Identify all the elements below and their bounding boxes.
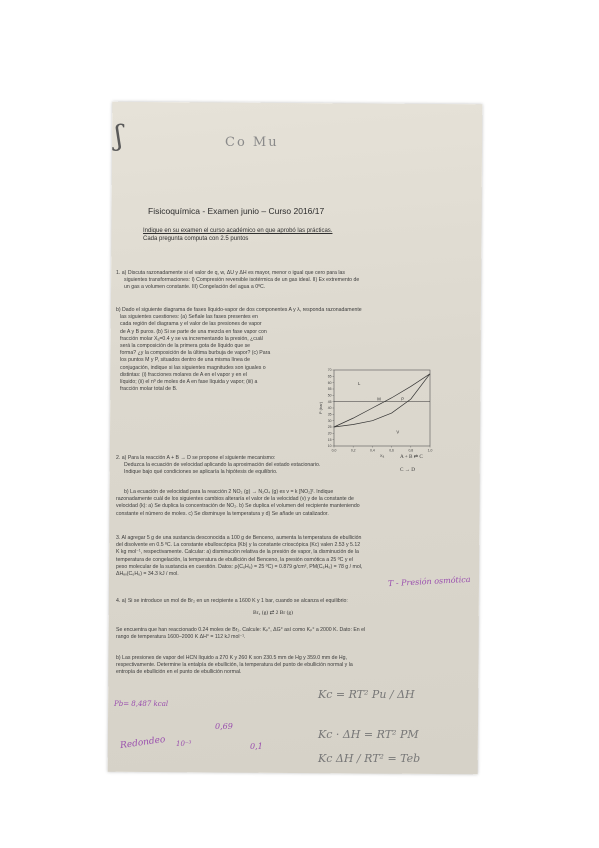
q4a-line: Se encuentra que han reaccionado 0.24 moles de Br₂. Calcule: Kₚ°, ΔG° así como Kₚ° a 2000 K. Dato: En el — [116, 627, 366, 633]
q1b-line: conjugación, indique si las siguientes magnitudes son iguales o — [120, 364, 266, 371]
question-3 — [116, 535, 362, 578]
q1b-line: distintas: (i) fracciones molares de A en el vapor y en el — [120, 371, 247, 378]
header-scribble: Co Mu — [225, 135, 279, 150]
y-tick-label: 25 — [327, 425, 332, 430]
q2b-line: razonadamente cuál de los siguientes cambios alteraría el valor de la velocidad (v) y de la constante de — [116, 496, 354, 503]
mechanism-step-2: C → D — [400, 467, 415, 474]
x-axis-label: Xₐ — [379, 453, 385, 458]
q1b-line: líquido; (ii) el nº de moles de A en fase líquida y vapor; (iii) a — [120, 379, 258, 386]
vapor-curve — [334, 374, 430, 427]
q4b-line: b) Las presiones de vapor del HCN líquido a 270 K y 260 K son 230.5 mm de Hg y 359.0 mm de Hg, — [116, 655, 347, 661]
y-tick-label: 70 — [327, 368, 332, 373]
q3-line: 3. Al agregar 5 g de una sustancia desconocida a 100 g de Benceno, aumenta la temperatura de ebullición — [116, 535, 362, 541]
phase-diagram — [318, 366, 436, 458]
q1b-line: fracción molar total de B. — [120, 386, 178, 393]
handwritten-formula-kc2: Kc · ΔH = RT² PM — [318, 728, 419, 741]
region-label: V — [396, 429, 400, 435]
question-1a — [116, 270, 359, 292]
handwritten-left-2: Redondeo — [119, 734, 167, 752]
y-tick-label: 30 — [327, 418, 332, 423]
instruction-1: Indique en su examen el curso académico en que aprobó las prácticas. — [143, 228, 333, 234]
mechanism — [400, 454, 423, 474]
q1b-line: los puntos M y P, situados dentro de una misma línea de — [120, 357, 250, 364]
q3-line: del disolvente en 0.5 ºC. La constante ebulloscópica (Kb) y la constante crioscópica (Kc) valen 2.53 y 5.12 — [116, 542, 361, 549]
mechanism-step-1: A + B ⇄ C — [400, 454, 423, 460]
q3-line: ΔHₑᵥ(C₆H₆) = 34.3 kJ / mol. — [116, 571, 179, 578]
q1a-line: siguientes transformaciones: I) Compresión reversible isotérmica de un gas ideal. II) Ex extremento de — [124, 277, 360, 284]
instruction-2: Cada pregunta computa con 2.5 puntos — [143, 236, 249, 242]
y-tick-label: 20 — [327, 431, 332, 436]
y-axis-label: P (bar) — [318, 401, 323, 415]
y-tick-label: 60 — [327, 380, 332, 385]
q3-line: K kg mol⁻¹, respectivamente. Calcular: a) disminución relativa de la presión de vapor, la disminución de la — [116, 549, 359, 556]
x-tick-label: 1,0 — [427, 448, 433, 453]
q3-line: peso molecular de la sustancia en cuestión. Datos: ρ(C₆H₆) = 25 ºC) = 0.879 g/cm³, PM(C₆H₆) = 78 g / mol, — [116, 563, 363, 570]
q1b-line: forma? ¿y la composición de la última burbuja de vapor? (c) Para — [120, 350, 271, 357]
region-label: M — [377, 396, 381, 402]
q1a-line: un gas a volumen constante. III) Congelación del agua a 0ºC. — [124, 284, 266, 291]
q4a-line: rango de temperatura 1600–2000 K ΔH° = 112 kJ mol⁻¹. — [116, 634, 246, 641]
handwritten-formula-kc3: Kc ΔH / RT² = Teb — [318, 752, 421, 765]
y-tick-label: 45 — [327, 399, 332, 404]
y-tick-label: 50 — [327, 393, 332, 398]
y-tick-label: 10 — [327, 444, 332, 449]
handwritten-left-1: Pb= 8,487 kcal — [114, 700, 169, 708]
q1b-line: será la composición de la primera gota de líquido que se — [120, 343, 251, 350]
q4b-line: respectivamente. Determine la entalpía de ebullición, la temperatura del punto de ebullición normal y la — [116, 662, 353, 669]
question-4a — [116, 598, 348, 605]
liquid-curve — [334, 374, 430, 427]
q1b-line: cada región del diagrama y el valor de las presiones de vapor — [120, 321, 262, 328]
q1b-line: las siguientes cuestiones: (a) Señale las fases presentes en — [120, 314, 258, 321]
handwritten-formula-kc: Kc = RT² Pu / ΔH — [318, 688, 415, 701]
q1b-line: b) Dado el siguiente diagrama de fases líquido-vapor de dos componentes A y λ, responda razonadamente — [116, 307, 362, 313]
handwritten-left-5: 0,1 — [250, 742, 263, 751]
y-tick-label: 40 — [327, 406, 332, 411]
question-4b — [116, 655, 353, 677]
question-2b — [116, 489, 360, 518]
handwritten-left-4: 0,69 — [215, 722, 233, 731]
y-tick-label: 15 — [327, 437, 332, 442]
question-4a-cont — [116, 627, 365, 641]
q2b-line: velocidad (k): a) Se duplica la concentración de NO₂. b) Se duplica el volumen del recipiente manteniendo — [116, 503, 360, 510]
exam-title: Fisicoquímica - Examen junio – Curso 2016/17 — [148, 206, 325, 216]
x-tick-label: 0,4 — [370, 448, 375, 453]
q2b-line: b) La ecuación de velocidad para la reacción 2 NO₂ (g) → N₂O₄ (g) es v = k [NO₂]². Indique — [124, 489, 334, 495]
y-tick-label: 35 — [327, 412, 332, 417]
q4a-line: 4. a) Si se introduce un mol de Br₂ en un recipiente a 1600 K y 1 bar, cuando se alcanza el equilibrio: — [116, 598, 348, 604]
handwritten-note-right: T - Presión osmótica — [387, 574, 471, 589]
q2a-line: Deduzca la ecuación de velocidad aplicando la aproximación del estado estacionario. — [124, 462, 321, 469]
y-tick-label: 65 — [327, 374, 332, 379]
handwritten-initial: ʃ — [115, 119, 123, 152]
x-tick-label: 0,2 — [350, 448, 356, 453]
plot-frame — [334, 370, 430, 446]
question-2a — [116, 455, 320, 477]
equilibrium-reaction: Br₂ (g) ⇄ 2 Br (g) — [253, 610, 293, 616]
exam-instructions — [143, 227, 332, 243]
q1b-line: de A y B puros. (b) Si se parte de una mezcla en fase vapor con — [120, 328, 267, 335]
q2b-line: constante el número de moles. c) Se disminuye la temperatura y d) Se añade un catalizador. — [116, 510, 329, 517]
q2a-line: Indique bajo qué condiciones se aplicaría la hipótesis de equilibrio. — [124, 469, 278, 476]
handwritten-left-3: 10⁻³ — [176, 740, 192, 748]
y-tick-label: 55 — [327, 387, 332, 392]
q3-line: temperatura de congelación, la temperatura de ebullición del Benceno, la presión osmótica a 25 ºC y el — [116, 556, 353, 563]
x-tick-label: 0,6 — [389, 448, 394, 453]
region-label: L — [358, 381, 361, 387]
q2a-line: 2. a) Para la reacción A + B → D se propone el siguiente mecanismo: — [116, 455, 276, 461]
q1b-line: fracción molar Xₐ=0.4 y se va incrementando la presión, ¿cuál — [120, 335, 263, 342]
q1a-line: 1. a) Discuta razonadamente si el valor de q, w, ΔU y ΔH es mayor, menor o igual que cero para las — [116, 270, 345, 276]
x-tick-label: 0,0 — [331, 448, 337, 453]
x-tick-label: 0,8 — [408, 448, 414, 453]
region-label: P — [401, 396, 404, 402]
q4b-line: entropía de ebullición en el punto de ebullición normal. — [116, 669, 242, 676]
